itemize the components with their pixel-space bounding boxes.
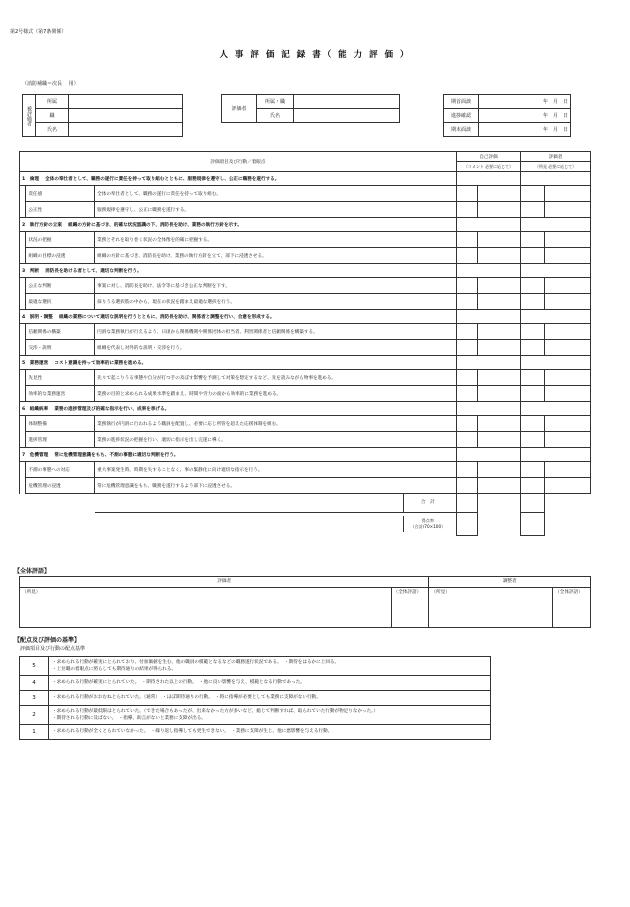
self-score-cell[interactable]: [456, 370, 477, 386]
evaluator-comment-cell[interactable]: [544, 324, 590, 340]
item-name: 不測の事態への対応: [26, 462, 95, 478]
overall-adjuster-header: 調整者: [429, 577, 591, 588]
date-value[interactable]: 年 月 日: [479, 95, 571, 109]
item-name: 効率的な業務運営: [26, 386, 95, 402]
evaluator-score-cell[interactable]: [521, 278, 545, 294]
item-name: 交渉・説明: [26, 340, 95, 356]
category-row: [20, 356, 591, 370]
category-title: 5 業務運営 コスト意識を持って効率的に業務を進める。: [20, 356, 457, 370]
evaluator-category-cell: [521, 310, 591, 324]
evaluator-category-cell: [521, 264, 591, 278]
item-name: 最適な選択: [26, 294, 95, 310]
evaluator-score-cell[interactable]: [521, 462, 545, 478]
self-score-cell[interactable]: [456, 248, 477, 264]
total-row: [20, 494, 591, 513]
date-label: 進捗確認: [444, 109, 479, 123]
evaluator-subheader: （所見 必要に応じて）: [521, 162, 591, 172]
self-comment-cell[interactable]: [478, 232, 521, 248]
evaluator-category-cell: [521, 402, 591, 416]
rank-note: （消防補職＝次長 用）: [22, 81, 79, 87]
item-description: 採りうる選択肢の中から、現在の状況を踏まえ最適な選択を行う。: [95, 294, 457, 310]
item-description: 業務執行が円滑に行われるよう職員を配置し、必要に応じ所管を超えた応援体制を組む。: [95, 416, 457, 432]
criteria-table: [19, 656, 491, 740]
self-score-cell[interactable]: [456, 386, 477, 402]
self-eval-category-cell: [456, 218, 520, 232]
item-row: [20, 462, 591, 478]
evaluatee-label: 被評価者: [23, 95, 36, 137]
category-row: [20, 448, 591, 462]
self-eval-category-cell: [456, 172, 520, 186]
self-score-cell[interactable]: [456, 340, 477, 356]
item-name: 責任感: [26, 186, 95, 202]
evaluator-category-cell: [521, 448, 591, 462]
evaluator-overall-rating[interactable]: （全体評語）: [391, 588, 429, 628]
self-comment-cell[interactable]: [478, 324, 521, 340]
criteria-row: [20, 706, 491, 725]
item-description: 円滑な業務執行が行えるよう、日頃から関係機関や関係団体の担当者、利害関係者と信頼関係を構築する。: [95, 324, 457, 340]
evaluator-score-rate-cell[interactable]: [521, 513, 545, 536]
evaluator-header: 評価者: [521, 152, 591, 162]
evaluator-score-cell[interactable]: [521, 232, 545, 248]
item-description: 業務の進捗状況の把握を行い、適切に指示を出し完遂に導く。: [95, 432, 457, 448]
self-score-cell[interactable]: [456, 294, 477, 310]
self-score-rate-cell[interactable]: [456, 513, 477, 536]
self-score-cell[interactable]: [456, 432, 477, 448]
evaluator-category-cell: [521, 356, 591, 370]
item-row: [20, 248, 591, 264]
evaluatee-field-label: 氏名: [36, 123, 69, 137]
evaluator-comment-cell[interactable]: [544, 478, 590, 494]
evaluator-comment-cell[interactable]: [544, 232, 590, 248]
item-name: 公正な判断: [26, 278, 95, 294]
evaluator-comment-cell[interactable]: [544, 248, 590, 264]
item-description: 服務規律を遵守し、公正に職務を遂行する。: [95, 202, 457, 218]
self-comment-cell[interactable]: [478, 462, 521, 478]
item-row: [20, 370, 591, 386]
self-comment-cell[interactable]: [478, 340, 521, 356]
evaluator-table: [221, 94, 400, 123]
criteria-score: 2: [20, 706, 49, 725]
evaluator-label: 評価者: [222, 95, 257, 123]
date-value[interactable]: 年 月 日: [479, 109, 571, 123]
criteria-row: [20, 691, 491, 706]
evaluator-comment-cell[interactable]: [544, 294, 590, 310]
form-id: 第2号様式（第7条関係）: [10, 29, 67, 35]
evaluator-field-label: 所属・職: [257, 95, 294, 109]
category-title: 6 組織統率 業務の進捗管理及び的確な指示を行い、成果を挙げる。: [20, 402, 457, 416]
criteria-text: ・求められる行動がおおむねとられていた。（通常） ・ほぼ期待通りの行動。 ・時に指導が必要としても業務に支障がない行動。: [49, 691, 491, 706]
evaluator-score-cell[interactable]: [521, 324, 545, 340]
self-eval-subheader: （コメント 必要に応じて）: [456, 162, 520, 172]
item-row: [20, 324, 591, 340]
item-name: 信頼関係の構築: [26, 324, 95, 340]
item-row: [20, 294, 591, 310]
criteria-row: [20, 725, 491, 740]
category-row: [20, 264, 591, 278]
evaluator-field-label: 氏名: [257, 109, 294, 123]
self-score-cell[interactable]: [456, 278, 477, 294]
category-title: 2 執行方針の立案 組織の方針に基づき、的確な状況認識の下、消防長を助け、業務の執行方針を示す。: [20, 218, 457, 232]
item-description: 全体の奉仕者として、職務の遂行に責任を持って取り組む。: [95, 186, 457, 202]
evaluatee-table: [22, 94, 183, 137]
adjuster-overall-rating[interactable]: （全体評語）: [553, 588, 591, 628]
evaluator-comment-cell[interactable]: [544, 278, 590, 294]
category-title: 4 説明・調整 組織の業務について適切な説明を行うとともに、消防長を助け、関係者と調整を行い、合意を形成する。: [20, 310, 457, 324]
criteria-score: 3: [20, 691, 49, 706]
item-name: 体制整備: [26, 416, 95, 432]
evaluator-category-cell: [521, 218, 591, 232]
self-score-cell[interactable]: [456, 232, 477, 248]
self-score-cell[interactable]: [456, 462, 477, 478]
category-title: 3 判断 消防長を助ける者として、適切な判断を行う。: [20, 264, 457, 278]
evaluator-name-value[interactable]: [294, 109, 400, 123]
category-title: 1 倫理 全体の奉仕者として、職務の遂行に責任を持って取り組むとともに、服務規律を遵守し、公正に職務を遂行する。: [20, 172, 457, 186]
self-comment-cell[interactable]: [478, 432, 521, 448]
item-description: 常に危機管理意識をもち、職務を遂行するよう部下に浸透させる。: [95, 478, 457, 494]
evaluator-comment-cell[interactable]: [544, 340, 590, 356]
self-comment-cell[interactable]: [478, 386, 521, 402]
self-score-cell[interactable]: [456, 478, 477, 494]
criteria-score: 1: [20, 725, 49, 740]
criteria-score: 5: [20, 657, 49, 676]
category-row: [20, 218, 591, 232]
evaluatee-field-label: 職: [36, 109, 69, 123]
item-row: [20, 340, 591, 356]
evaluator-score-cell[interactable]: [521, 186, 545, 202]
category-row: [20, 402, 591, 416]
item-description: 事案に対し、消防長を助け、法令等に基づき公正な判断を下す。: [95, 278, 457, 294]
spacer: [544, 513, 590, 536]
interview-dates-table: [443, 94, 571, 137]
evaluator-post-value[interactable]: [294, 95, 400, 109]
item-name: 組織の目標の浸透: [26, 248, 95, 264]
item-name: 先見性: [26, 370, 95, 386]
self-total-cell[interactable]: [456, 494, 477, 513]
evaluator-total-cell[interactable]: [521, 494, 545, 513]
category-row: [20, 172, 591, 186]
page-title: 人 事 評 価 記 録 書（ 能 力 評 価 ）: [219, 50, 411, 60]
evaluator-score-cell[interactable]: [521, 432, 545, 448]
criteria-score: 4: [20, 676, 49, 691]
evaluator-comment-cell[interactable]: [544, 462, 590, 478]
items-header: 評価項目及び行動／着眼点: [20, 152, 457, 172]
evaluator-score-cell[interactable]: [521, 248, 545, 264]
item-name: 公正性: [26, 202, 95, 218]
criteria-subtitle: 評価項目及び行動の配点基準: [20, 646, 86, 652]
criteria-text: ・求められる行動が確実にとられていた。 ・期待された以上の行動。 ・他に良い影響を与え、模範となる行動であった。: [49, 676, 491, 691]
item-row: [20, 416, 591, 432]
overall-rating-table: [19, 576, 591, 628]
self-eval-category-cell: [456, 310, 520, 324]
evaluator-comment-cell[interactable]: [544, 386, 590, 402]
item-description: 組織を代表し対外的な説明・交渉を行う。: [95, 340, 457, 356]
criteria-text: ・求められる行動が確実にとられており、付加価値を生む、他の職員の模範となるなどの職務遂行状況である。 ・期待をはるかに上回る。 ・上位職の着眼点に照らしても期待通りの結果が得られる。: [49, 657, 491, 676]
self-score-cell[interactable]: [456, 186, 477, 202]
item-name: 危機管理の浸透: [26, 478, 95, 494]
evaluator-score-cell[interactable]: [521, 416, 545, 432]
item-row: [20, 386, 591, 402]
date-label: 期末面談: [444, 123, 479, 137]
item-row: [20, 478, 591, 494]
self-eval-category-cell: [456, 264, 520, 278]
item-row: [20, 202, 591, 218]
spacer: [478, 494, 521, 513]
total-label: 合 計: [95, 494, 457, 513]
evaluator-score-cell[interactable]: [521, 340, 545, 356]
evaluator-comment-cell[interactable]: [544, 432, 590, 448]
evaluator-category-cell: [521, 172, 591, 186]
overall-evaluator-header: 評価者: [20, 577, 429, 588]
evaluator-score-cell[interactable]: [521, 370, 545, 386]
evaluator-comment-cell[interactable]: [544, 370, 590, 386]
evaluator-comment-cell[interactable]: [544, 416, 590, 432]
self-eval-header: 自己評価: [456, 152, 520, 162]
overall-section-title: 【全体評語】: [14, 568, 51, 575]
criteria-text: ・求められる行動が全くとられていなかった。 ・繰り返し指導しても更生できない。 ・業務に支障が生じ、他に悪影響を与える行動。: [49, 725, 491, 740]
item-description: 先々で起こりうる事態や自分が打つ手の及ぼす影響を予測して対策を想定するなど、先を読みながら物事を進める。: [95, 370, 457, 386]
item-name: 状況の把握: [26, 232, 95, 248]
self-score-cell[interactable]: [456, 202, 477, 218]
spacer: [544, 494, 590, 513]
item-row: [20, 432, 591, 448]
item-row: [20, 232, 591, 248]
category-title: 7 危機管理 常に危機管理意識をもち、不測の事態に適切な判断を行う。: [20, 448, 457, 462]
score-rate-label: 得点率 （合計/70×100）: [95, 513, 457, 536]
evaluation-table: [19, 151, 591, 536]
spacer: [478, 513, 521, 536]
self-comment-cell[interactable]: [478, 478, 521, 494]
self-comment-cell[interactable]: [478, 278, 521, 294]
criteria-text: ・求められる行動が最低限はとられていた。（できた場合もあったが、出来なかった方が多いなど、総じて判断すれば、取られていた行動が物足りなかった。） ・期待される行動に及ばない。 ・指導、助言がないと業務に支障が出る。: [49, 706, 491, 725]
self-eval-category-cell: [456, 402, 520, 416]
evaluatee-field-label: 所属: [36, 95, 69, 109]
evaluator-score-cell[interactable]: [521, 202, 545, 218]
item-row: [20, 278, 591, 294]
self-comment-cell[interactable]: [478, 294, 521, 310]
score-rate-row: [20, 513, 591, 536]
self-eval-category-cell: [456, 356, 520, 370]
item-description: 業務の目的と求められる成果水準を踏まえ、時間や労力の面から効率的に業務を進める。: [95, 386, 457, 402]
self-comment-cell[interactable]: [478, 416, 521, 432]
evaluatee-post-value[interactable]: [69, 109, 183, 123]
date-label: 期首面談: [444, 95, 479, 109]
self-score-cell[interactable]: [456, 416, 477, 432]
item-description: 業務とそれを取り巻く状況の全体像を的確に把握する。: [95, 232, 457, 248]
evaluator-comment-cell[interactable]: [544, 186, 590, 202]
category-row: [20, 310, 591, 324]
self-comment-cell[interactable]: [478, 248, 521, 264]
evaluator-comment-cell[interactable]: [544, 202, 590, 218]
evaluatee-dept-value[interactable]: [69, 95, 183, 109]
evaluator-score-cell[interactable]: [521, 294, 545, 310]
item-name: 進捗管理: [26, 432, 95, 448]
date-value[interactable]: 年 月 日: [479, 123, 571, 137]
self-eval-category-cell: [456, 448, 520, 462]
evaluator-remarks[interactable]: （所見）: [20, 588, 392, 628]
evaluator-score-cell[interactable]: [521, 478, 545, 494]
self-score-cell[interactable]: [456, 324, 477, 340]
criteria-row: [20, 657, 491, 676]
evaluator-score-cell[interactable]: [521, 386, 545, 402]
criteria-section-title: 【配点及び評価の基準】: [14, 637, 81, 644]
self-comment-cell[interactable]: [478, 186, 521, 202]
item-description: 組織の方針に基づき、消防長を助け、業務の執行方針を立て、部下に浸透させる。: [95, 248, 457, 264]
criteria-row: [20, 676, 491, 691]
self-comment-cell[interactable]: [478, 370, 521, 386]
evaluatee-name-value[interactable]: [69, 123, 183, 137]
self-comment-cell[interactable]: [478, 202, 521, 218]
item-description: 重大事案発生時、時期を失することなく、事の緊静化に向け適切な指示を行う。: [95, 462, 457, 478]
item-row: [20, 186, 591, 202]
adjuster-remarks[interactable]: （所見）: [429, 588, 553, 628]
